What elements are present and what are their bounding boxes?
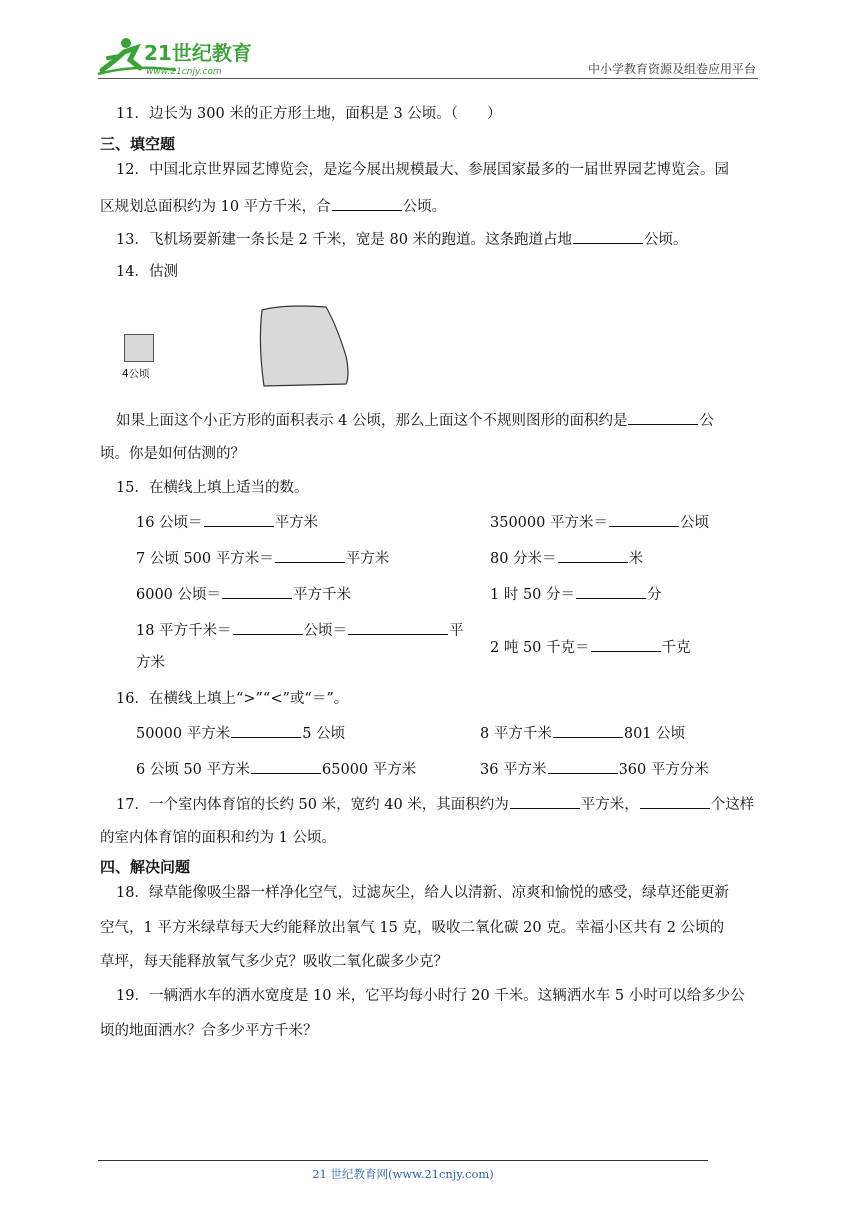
question-19-line2: 顷的地面洒水？合多少平方千米？ (100, 1023, 318, 1039)
irregular-shape (254, 304, 354, 390)
small-square-shape (124, 334, 154, 362)
q17-text-a: 17．一个室内体育馆的长约 50 米，宽约 40 米，其面积约为 (116, 797, 509, 813)
q15-r2l-text-a: 7 公顷 500 平方米＝ (136, 551, 274, 567)
q15-row3-left (136, 584, 351, 605)
question-18-line2: 空气，1 平方米绿草每天大约能释放出氧气 15 克，吸收二氧化碳 20 克。幸福小区共有 2 公顷的 (100, 920, 725, 936)
q15-r4r-text-b: 千克 (661, 640, 691, 656)
question-17-line2: 的室内体育馆的面积和约为 1 公顷。 (100, 830, 336, 846)
q15-r3r-text-a: 1 时 50 分＝ (490, 587, 576, 603)
q15-row4-left-wrap: 方米 (136, 655, 165, 671)
q15-row4-left (136, 620, 464, 641)
q15-r2r-text-b: 米 (628, 551, 644, 567)
q15-r3l-blank[interactable] (222, 584, 292, 599)
q12-blank[interactable] (332, 196, 402, 211)
q15-r1l-text-b: 平方米 (274, 515, 319, 531)
header-divider (98, 78, 758, 79)
q16-r2r-text-a: 36 平方米 (480, 762, 547, 778)
q15-r1r-text-b: 公顷 (679, 515, 709, 531)
logo-text: 21世纪教育 (144, 41, 252, 65)
q13-text-b: 公顷。 (644, 232, 688, 248)
footer-divider (98, 1160, 708, 1161)
q16-r1l-blank[interactable] (231, 723, 301, 738)
q15-r4l-text-c: 平 (449, 623, 464, 639)
q15-r1r-text-a: 350000 平方米＝ (490, 515, 608, 531)
q16-r2r-blank[interactable] (548, 759, 618, 774)
q12-text-b: 公顷。 (402, 199, 447, 215)
section-title-fill-blank: 三、填空题 (100, 135, 176, 153)
small-square-label: 4公顷 (122, 368, 150, 380)
q15-r4l-blank-2[interactable] (348, 620, 448, 635)
q15-r4l-text-a: 18 平方千米＝ (136, 623, 232, 639)
question-17-line1 (116, 794, 754, 815)
q15-r2r-text-a: 80 分米＝ (490, 551, 557, 567)
q14-text-b: 公 (699, 413, 714, 429)
question-14-title: 14．估测 (116, 264, 178, 280)
q13-text-a: 13．飞机场要新建一条长是 2 千米，宽是 80 米的跑道。这条跑道占地 (116, 232, 573, 248)
q17-text-c: 个这样 (710, 797, 755, 813)
q16-r2l-text-a: 6 公顷 50 平方米 (136, 762, 251, 778)
q15-r4l-text-b: 公顷＝ (303, 623, 348, 639)
question-14-line1 (116, 410, 714, 431)
q16-row2-right (480, 759, 709, 780)
q15-row1-right (490, 512, 709, 533)
logo (96, 34, 266, 78)
q15-r2r-blank[interactable] (558, 548, 628, 563)
q17-blank-1[interactable] (510, 794, 580, 809)
q17-text-b: 平方米， (580, 797, 639, 813)
q15-r4r-text-a: 2 吨 50 千克＝ (490, 640, 590, 656)
question-18-line3: 草坪，每天能释放氧气多少克？吸收二氧化碳多少克？ (100, 954, 448, 970)
q16-row1-left (136, 723, 345, 744)
q15-row4-right (490, 637, 691, 658)
section-title-problem-solving: 四、解决问题 (100, 858, 191, 876)
q17-blank-2[interactable] (640, 794, 710, 809)
q16-row2-left (136, 759, 416, 780)
q15-r2l-text-b: 平方米 (345, 551, 390, 567)
q12-text-a: 区规划总面积约为 10 平方千米，合 (100, 199, 331, 215)
platform-name: 中小学教育资源及组卷应用平台 (587, 62, 756, 76)
q13-blank[interactable] (573, 229, 643, 244)
q15-r1r-blank[interactable] (609, 512, 679, 527)
logo-url: www.21cnjy.com (146, 67, 222, 77)
question-12-line2 (100, 196, 446, 217)
question-19-line1: 19．一辆洒水车的洒水宽度是 10 米，它平均每小时行 20 千米。这辆洒水车 5 小时可以给多少公 (116, 988, 745, 1004)
q15-r2l-blank[interactable] (275, 548, 345, 563)
q16-r1r-text-b: 801 公顷 (623, 726, 686, 742)
question-13 (116, 229, 688, 250)
q15-r1l-text-a: 16 公顷＝ (136, 515, 203, 531)
q15-row1-left (136, 512, 318, 533)
q15-r4r-blank[interactable] (591, 637, 661, 652)
q16-r1l-text-b: 5 公顷 (302, 726, 346, 742)
question-15-title: 15．在横线上填上适当的数。 (116, 480, 309, 496)
q16-r2l-text-b: 65000 平方米 (322, 762, 417, 778)
footer-link[interactable]: 21 世纪教育网(www.21cnjy.com) (312, 1167, 494, 1181)
question-16-title: 16．在横线上填上“>”“<”或“＝”。 (116, 691, 349, 707)
q16-r2r-text-b: 360 平方分米 (618, 762, 709, 778)
question-12-line1: 12．中国北京世界园艺博览会，是迄今展出规模最大、参展国家最多的一届世界园艺博览会。园 (116, 162, 729, 178)
q16-r1r-blank[interactable] (553, 723, 623, 738)
question-18-line1: 18．绿草能像吸尘器一样净化空气，过滤灰尘，给人以清新、凉爽和愉悦的感受，绿草还能更新 (116, 885, 729, 901)
q15-r3r-blank[interactable] (576, 584, 646, 599)
q16-r2l-blank[interactable] (251, 759, 321, 774)
q15-row3-right (490, 584, 662, 605)
q16-r1r-text-a: 8 平方千米 (480, 726, 552, 742)
q15-r1l-blank[interactable] (204, 512, 274, 527)
q15-r4l-blank-1[interactable] (233, 620, 303, 635)
question-14-line2: 顷。你是如何估测的？ (100, 446, 245, 462)
q16-row1-right (480, 723, 685, 744)
q15-r3l-text-a: 6000 公顷＝ (136, 587, 222, 603)
q14-text-a: 如果上面这个小正方形的面积表示 4 公顷，那么上面这个不规则图形的面积约是 (116, 413, 628, 429)
question-11: 11．边长为 300 米的正方形土地，面积是 3 公顷。（ ） (116, 106, 502, 122)
q15-r3l-text-b: 平方千米 (293, 587, 352, 603)
q15-row2-left (136, 548, 389, 569)
q16-r1l-text-a: 50000 平方米 (136, 726, 231, 742)
q14-blank[interactable] (628, 410, 698, 425)
q15-r3r-text-b: 分 (647, 587, 662, 603)
q15-row2-right (490, 548, 643, 569)
